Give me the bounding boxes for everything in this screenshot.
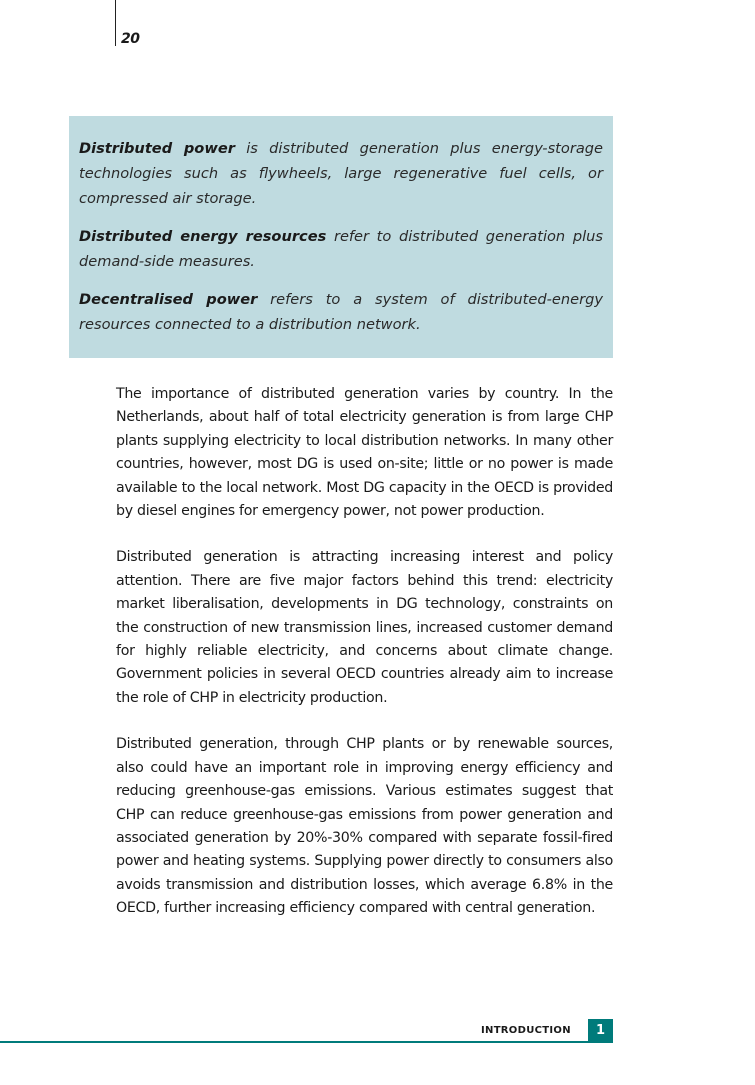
definition-term: Decentralised power — [79, 291, 258, 308]
definition-text: is distributed generation plus energy-storage technologies such as flywheels, large regenerative fuel cells, or compressed air storage. — [79, 140, 604, 207]
header-vertical-rule — [115, 0, 116, 46]
footer-rule — [0, 1041, 613, 1043]
definitions-box — [69, 116, 613, 358]
definition-text: refer to distributed generation plus demand-side measures. — [79, 228, 603, 270]
body-paragraph: Distributed generation, through CHP plants or by renewable sources, also could have an important role in improving energy efficiency and reducing greenhouse-gas emissions. Various estimates suggest that CHP can reduce greenhouse-gas emissions from power generation and associated generation by 20%-30% compared with separate fossil-fired power and heating systems. Supplying power directly to consumers also avoids transmission and distribution losses, which average 6.8% in the OECD, further increasing efficiency compared with central generation. — [116, 736, 613, 917]
chapter-number-badge: 1 — [588, 1019, 613, 1042]
body-paragraph: The importance of distributed generation varies by country. In the Netherlands, about half of total electricity generation is from large CHP plants supplying electricity to local distribution networks. In many other countries, however, most DG is used on-site; little or no power is made available to the local network. Most DG capacity in the OECD is provided by diesel engines for emergency power, not power production. — [116, 386, 613, 520]
definition-decentralised-power — [79, 287, 603, 337]
definition-text: refers to a system of distributed-energy resources connected to a distribution network. — [79, 291, 604, 333]
definition-term: Distributed energy resources — [79, 228, 327, 245]
definition-distributed-energy-resources — [79, 224, 603, 274]
definition-term: Distributed power — [79, 140, 235, 157]
body-text — [116, 383, 613, 944]
page-number: 20 — [121, 31, 140, 47]
body-paragraph: Distributed generation is attracting increasing interest and policy attention. There are five major factors behind this trend: electricity market liberalisation, developments in DG technology, constraints on the construction of new transmission lines, increased customer demand for highly reliable electricity, and concerns about climate change. Government policies in several OECD countries already aim to increase the role of CHP in electricity production. — [116, 549, 613, 706]
definition-distributed-power — [79, 136, 603, 211]
footer-section-label: INTRODUCTION — [481, 1025, 571, 1036]
